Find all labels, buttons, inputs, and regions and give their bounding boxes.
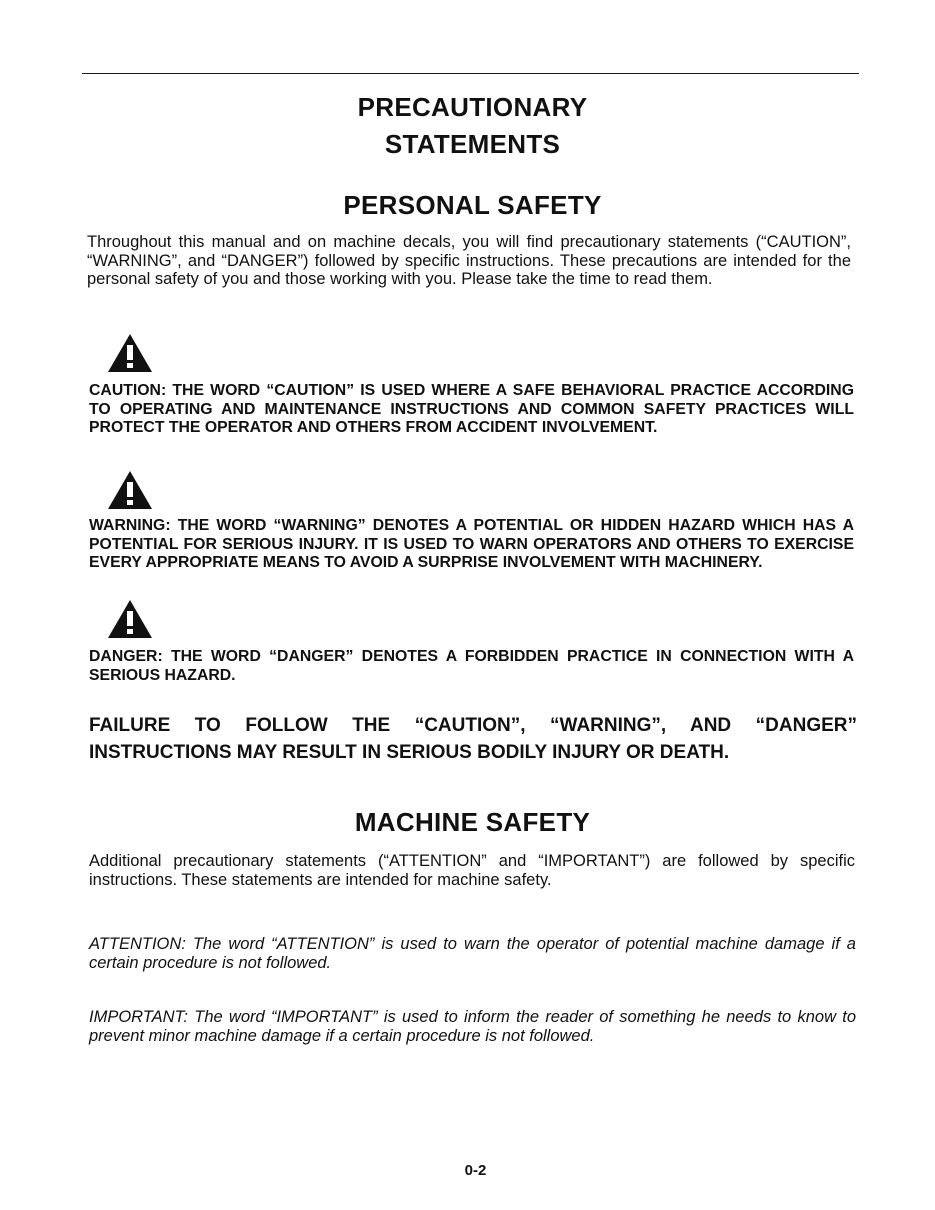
page-title-line2: STATEMENTS	[384, 129, 561, 159]
important-statement: IMPORTANT: The word “IMPORTANT” is used to inform the reader of something he needs to know to prevent minor machine damage if a certain procedure is not followed.	[89, 1008, 856, 1045]
warning-statement: WARNING: THE WORD “WARNING” DENOTES A POTENTIAL OR HIDDEN HAZARD WHICH HAS A POTENTIAL FOR SERIOUS INJURY. IT IS USED TO WARN OPERATORS AND OTHERS TO EXERCISE EVERY APPROPRIATE MEANS TO AVOID A SURPRISE INVOLVEMENT WITH MACHINERY.	[89, 517, 854, 571]
page-title-line1: PRECAUTIONARY	[357, 92, 588, 122]
header-rule	[82, 73, 859, 74]
machine-safety-intro: Additional precautionary statements (“ATTENTION” and “IMPORTANT”) are followed by specific instructions. These statements are intended for machine safety.	[89, 852, 855, 889]
personal-safety-intro: Throughout this manual and on machine decals, you will find precautionary statements (“CAUTION”, “WARNING”, and “DANGER”) followed by specific instructions. These precautions are intended for the personal safety of you and those working with you. Please take the time to read them.	[87, 233, 851, 288]
page-number: 0-2	[464, 1162, 487, 1179]
machine-safety-heading: MACHINE SAFETY	[354, 807, 591, 837]
failure-statement: FAILURE TO FOLLOW THE “CAUTION”, “WARNING”, AND “DANGER” INSTRUCTIONS MAY RESULT IN SERIOUS BODILY INJURY OR DEATH.	[89, 715, 857, 763]
attention-statement: ATTENTION: The word “ATTENTION” is used to warn the operator of potential machine damage if a certain procedure is not followed.	[89, 935, 856, 972]
warning-triangle-icon	[106, 469, 154, 511]
warning-triangle-icon	[106, 332, 154, 374]
caution-statement: CAUTION: THE WORD “CAUTION” IS USED WHERE A SAFE BEHAVIORAL PRACTICE ACCORDING TO OPERATING AND MAINTENANCE INSTRUCTIONS AND COMMON SAFETY PRACTICES WILL PROTECT THE OPERATOR AND OTHERS FROM ACCIDENT INVOLVEMENT.	[89, 382, 854, 436]
warning-triangle-icon	[106, 598, 154, 640]
danger-statement: DANGER: THE WORD “DANGER” DENOTES A FORBIDDEN PRACTICE IN CONNECTION WITH A SERIOUS HAZARD.	[89, 648, 854, 684]
personal-safety-heading: PERSONAL SAFETY	[343, 190, 602, 220]
